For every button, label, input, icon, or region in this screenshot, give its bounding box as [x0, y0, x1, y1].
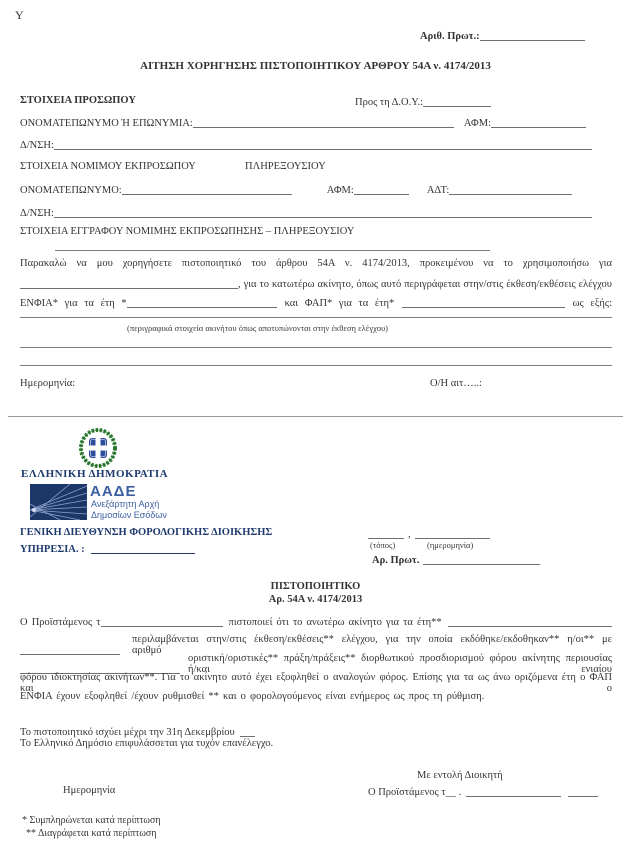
certificate-subtitle: Αρ. 54Α ν. 4174/2013 — [268, 594, 363, 605]
address-row — [20, 138, 592, 151]
directorate-label: ΓΕΝΙΚΗ ΔΙΕΥΘΥΝΣΗ ΦΟΡΟΛΟΓΙΚΗΣ ΔΙΟΙΚΗΣΗΣ — [20, 527, 273, 538]
to-doy-label: Προς τη Δ.Ο.Υ.: — [355, 97, 424, 108]
rep-address-row — [20, 206, 592, 219]
name-row — [20, 116, 586, 129]
cert-years-field-1 — [448, 615, 612, 627]
request-fap-label: και ΦΑΠ* για τα έτη* — [284, 298, 395, 309]
service-row — [20, 542, 195, 555]
rep-address-label: Δ/ΝΣΗ: — [20, 208, 54, 219]
signer-row — [368, 785, 623, 798]
aade-subtitle-1: Ανεξάρτητη Αρχή — [91, 499, 160, 509]
request-line3-row — [20, 296, 612, 309]
footnote-2: ** Διαγράφεται κατά περίπτωση — [26, 828, 157, 839]
signer-extra-field — [568, 785, 598, 797]
fap-years-field — [402, 296, 564, 308]
request-line2: , για το κατωτέρω ακίνητο, όπως αυτό περιγράφεται στην/στις έκθεση/εκθέσεις ελέγχου — [238, 279, 612, 290]
request-end-label: ως εξής: — [572, 298, 612, 309]
document-field-line — [55, 250, 490, 251]
cert-body-l1b: πιστοποιεί ότι το ανωτέρω ακίνητο για τα έτη** — [228, 617, 442, 628]
certificate-title: ΠΙΣΤΟΠΟΙΗΤΙΚΟ — [270, 581, 361, 592]
protocol-field — [480, 29, 585, 41]
top-mark: Υ — [15, 8, 24, 22]
cert-protocol-field — [423, 553, 540, 565]
enfia-years-field — [127, 296, 277, 308]
cert-date-field — [415, 527, 490, 539]
service-label: ΥΠΗΡΕΣΙΑ. : — [20, 544, 85, 555]
section-person-heading: ΣΤΟΙΧΕΙΑ ΠΡΟΣΩΠΟΥ — [20, 95, 136, 106]
rep-address-field — [54, 206, 592, 218]
request-enfia-label: ΕΝΦΙΑ* για τα έτη * — [20, 298, 127, 309]
property-line-1 — [20, 317, 612, 318]
cert-date-label: Ημερομηνία — [63, 785, 116, 796]
afm-label: ΑΦΜ: — [463, 118, 491, 129]
aade-acronym: ΑΑΔΕ — [90, 483, 137, 500]
date-caption: (ημερομηνία) — [427, 540, 474, 550]
purpose-field — [20, 277, 238, 289]
cert-protocol-row — [372, 553, 540, 566]
rep-name-field — [122, 183, 292, 195]
page-divider — [8, 416, 623, 417]
validity-label: Το πιστοποιητικό ισχύει μέχρι την 31η Δεκεμβρίου — [20, 727, 235, 738]
place-date-comma: , — [408, 529, 411, 540]
signer-label: Ο Προϊστάμενος τ__ . — [368, 787, 462, 798]
service-field — [91, 542, 195, 554]
cert-office-field — [101, 615, 223, 627]
by-order-label: Με εντολή Διοικητή — [417, 770, 503, 781]
hellenic-republic-label: ΕΛΛΗΝΙΚΗ ΔΗΜΟΚΡΑΤΙΑ — [21, 468, 169, 480]
to-doy-field — [423, 95, 491, 107]
application-date-label: Ημερομηνία: — [20, 378, 76, 389]
adt-field — [449, 183, 572, 195]
name-label: ΟΝΟΜΑΤΕΠΩΝΥΜΟ Ή ΕΠΩΝΥΜΙΑ: — [20, 118, 193, 129]
afm-field — [491, 116, 586, 128]
cert-body-l1a: Ο Προϊστάμενος τ — [20, 617, 101, 628]
application-title: ΑΙΤΗΣΗ ΧΟΡΗΓΗΣΗΣ ΠΙΣΤΟΠΟΙΗΤΙΚΟΥ ΑΡΘΡΟΥ 54Α ν. 4174/2013 — [140, 60, 491, 72]
cert-protocol-label: Αρ. Πρωτ. — [372, 555, 420, 566]
aade-subtitle-2: Δημοσίων Εσόδων — [91, 510, 167, 520]
aade-logo-icon — [30, 484, 87, 523]
property-line-2 — [20, 347, 612, 348]
cert-body-l3: οριστική/οριστικές** πράξη/πράξεις** διορθωτικού προσδιορισμού φόρου ακίνητης περιουσίας ή/και ενιαίου — [188, 653, 612, 675]
adt-label: ΑΔΤ: — [426, 185, 450, 196]
rep-name-label: ΟΝΟΜΑΤΕΠΩΝΥΜΟ: — [20, 185, 122, 196]
place-caption: (τόπος) — [370, 540, 396, 550]
cert-body-l4: φόρου ιδιοκτησίας ακινήτων**. Για το ακίνητο αυτό έχει εξοφληθεί ο αναλογών φόρος. Επίσης για τα ως άνω οριζόμενα έτη ο ΦΑΠ και ο — [20, 672, 612, 694]
address-field — [54, 138, 592, 150]
footnote-1: * Συμπληρώνεται κατά περίπτωση — [22, 815, 161, 826]
protocol-row — [420, 29, 585, 42]
name-field — [193, 116, 454, 128]
rep-afm-field — [354, 183, 409, 195]
protocol-label: Αριθ. Πρωτ.: — [420, 31, 480, 42]
request-line1: Παρακαλώ να μου χορηγήσετε πιστοποιητικό του άρθρου 54Α ν. 4174/2013, προκειμένου να το χρησιμοποιήσω για — [20, 258, 612, 269]
signer-name-field — [466, 785, 561, 797]
place-date-row — [368, 527, 490, 540]
applicant-signature-label: Ο/Η αιτ…..: — [430, 378, 482, 389]
cert-body-l5: ΕΝΦΙΑ έχουν εξοφληθεί /έχουν ρυθμισθεί ** και ο φορολογούμενος είναι ενήμερος ως προς τη ρύθμιση. — [20, 691, 485, 702]
property-caption: (περιγραφικά στοιχεία ακινήτου όπως αποτυπώνονται στην έκθεση ελέγχου) — [126, 323, 388, 333]
reexam-label: Το Ελληνικό Δημόσιο επιφυλάσσεται για τυχόν επανέλεγχο. — [20, 738, 274, 749]
property-line-3 — [20, 365, 612, 366]
request-line2-row — [20, 277, 612, 290]
validity-year-field — [240, 725, 255, 737]
rep-afm-label: ΑΦΜ: — [326, 185, 354, 196]
validity-row — [20, 725, 255, 738]
rep-name-row — [20, 183, 572, 196]
place-field — [368, 527, 404, 539]
to-doy-row — [355, 95, 491, 108]
section-document-heading: ΣΤΟΙΧΕΙΑ ΕΓΓΡΑΦΟΥ ΝΟΜΙΜΗΣ ΕΚΠΡΟΣΩΠΗΣΗΣ – ΠΛΗΡΕΞΟΥΣΙΟΥ — [20, 226, 355, 237]
address-label: Δ/ΝΣΗ: — [20, 140, 54, 151]
cert-body-l2: περιλαμβάνεται στην/στις έκθεση/εκθέσεις** ελέγχου, για την οποία εκδόθηκε/εκδοθηκαν** η/οι** με αριθμό — [132, 634, 612, 656]
cert-body-line1 — [20, 615, 612, 628]
section-representative-heading: ΣΤΟΙΧΕΙΑ ΝΟΜΙΜΟΥ ΕΚΠΡΟΣΩΠΟΥ — [20, 161, 196, 172]
section-proxy-heading: ΠΛΗΡΕΞΟΥΣΙΟΥ — [245, 161, 326, 172]
hellenic-republic-emblem-icon — [72, 427, 124, 472]
